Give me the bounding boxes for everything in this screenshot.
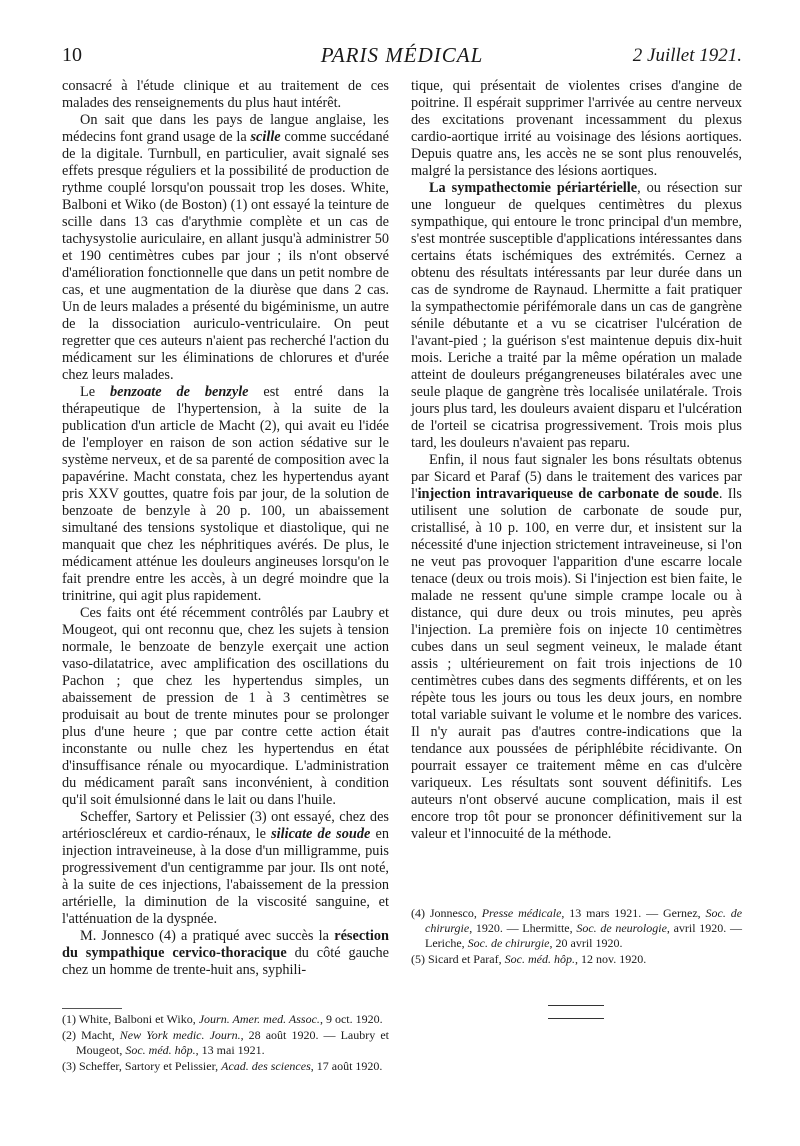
paragraph: consacré à l'étude clinique et au traitement de ces malades des renseignements du plus haut intérêt. [62,78,389,111]
left-column [62,78,389,979]
footnote: (4) Jonnesco, Presse médicale, 13 mars 1921. — Gernez, Soc. de chirurgie, 1920. — Lhermitte, Soc. de neurologie, avril 1920. — Leriche, Soc. de chirurgie, 20 avril 1920. [411,906,743,950]
emphasis: benzoate de benzyle [109,384,249,400]
paragraph-sympathectomie: La sympathectomie périartérielle, ou résection sur une longueur de quelques centimètres du plexus sympathique, qui entoure le tronc principal d'un membre, s'est montrée susceptible d'applications intéressantes dans certains états ischémiques des extrémités. Cernez a obtenu des résultats intéressants par leur durée dans un cas de syndrome de Raynaud. Lhermitte a fait pratiquer la sympathectomie périfémorale dans un cas de gangrène sénile débutante et a vu se cicatriser l'ulcération de l'avant-pied ; la guérison s'est maintenue depuis dix-huit mois. Leriche a traité par la même opération un malade atteint de douleurs prégangreneuses bilatérales avec une seule plaque de gangrène très localisée unilatérale. Trois jours plus tard, les douleurs avaient disparu et l'ulcération de l'orteil se cicatrisa progressivement. Trois mois plus tard, les douleurs n'avaient pas reparu. [411,180,743,451]
footnotes-left [62,1012,389,1075]
running-header [62,40,742,70]
footnote-rule [62,1008,122,1009]
right-column [411,78,742,843]
paragraph: tique, qui présentait de violentes crises d'angine de poitrine. Il espérait supprimer l'arrivée au centre nerveux des excitations provenant incessamment du plexus cardio-aortique irrité au voisinage des lésions aortiques. Depuis quatre ans, les accès ne se sont plus renouvelés, malgré la persistance des lésions aortiques. [411,78,742,179]
footnote: (5) Sicard et Paraf, Soc. méd. hôp., 12 nov. 1920. [411,952,647,966]
page-number: 10 [62,44,82,66]
emphasis: résection du sympathique cervico-thoracique [62,928,389,961]
issue-date: 2 Juillet 1921. [632,45,742,66]
emphasis: silicate de soude [271,826,371,842]
paragraph-scille: On sait que dans les pays de langue anglaise, les médecins font grand usage de la scille comme succédané de la digitale. Turnbull, en particulier, avait signalé ses effets presque réguliers et la possibilité de production de rythme couplé lorsqu'on poussait trop les doses. White, Balboni et Wiko (de Boston) (1) ont essayé la teinture de scille dans 13 cas d'arythmie complète et un cas de tachysystolie auriculaire, en allant jusqu'à administrer 50 et 190 centimètres cubes par jour ; ils n'ont observé d'amélioration fonctionnelle que dans un petit nombre de cas, et une augmentation de la diurèse que dans 2 cas. Un de leurs malades a présenté du bigéminisme, un autre de la dissociation auriculo-ventriculaire. On peut regretter que ces auteurs n'aient pas recherché l'action du médicament sur les éliminations de chlorures et d'urée chez leurs malades. [62,112,389,383]
paragraph-benzoate: Le benzoate de benzyle est entré dans la thérapeutique de l'hypertension, à la suite de la publication d'un article de Macht (2), qui avait eu l'idée de l'employer en raison de son action sédative sur le système nerveux, et de sa parenté de composition avec la papavérine. Macht constata, chez les hypertendus ayant pris XXV gouttes, quatre fois par jour, de la solution de benzoate de benzyle à 20 p. 100, un abaissement simultané des tensions systolique et diastolique, qui ne manquait que chez les néphritiques avérés. De plus, le médicament atténue les douleurs angineuses lorsqu'on le fait prendre entre les accès, à un degré moindre que la trinitrine, qui agit plus rapidement. [62,384,389,604]
footnote: (2) Macht, New York medic. Journ., 28 août 1920. — Laubry et Mougeot, Soc. méd. hôp., 13 mai 1921. [62,1028,389,1057]
emphasis: injection intravariqueuse de carbonate de soude [417,486,719,502]
paragraph-jonnesco: M. Jonnesco (4) a pratiqué avec succès la résection du sympathique cervico-thoracique du côté gauche chez un homme de trente-huit ans, syphili- [62,928,389,978]
emphasis: La sympathectomie périartérielle [429,180,638,196]
emphasis: scille [250,129,281,145]
section-separator [548,1005,604,1006]
section-separator [548,1018,604,1019]
footnotes-right [411,906,742,968]
paragraph-laubry: Ces faits ont été récemment contrôlés par Laubry et Mougeot, qui ont reconnu que, chez les sujets à tension normale, le benzoate de benzyle exerçait une action vaso-dilatatrice, avec amplification des oscillations du Pachon ; que chez les hypertendus simples, un abaissement de pression de 1 à 3 centimètres se produisait au bout de trente minutes pour se prolonger plus d'une heure ; que par contre cette action était inconstante ou nulle chez les hypertendus en état d'insuffisance rénale ou myocardique. L'administration du médicament paraît sans inconvénient, à condition qu'il soit émulsionné dans le lait ou dans l'huile. [62,605,389,808]
footnote: (3) Scheffer, Sartory et Pelissier, Acad. des sciences, 17 août 1920. [62,1059,383,1073]
paragraph-silicate: Scheffer, Sartory et Pelissier (3) ont essayé, chez des artérioscléreux et cardio-rénaux, le silicate de soude en injection intraveineuse, à la dose d'un milligramme, puis progressivement d'un centigramme par jour. Ils ont noté, à la suite de ces injections, l'abaissement de la pression artérielle, la diminution de la viscosité sanguine, et l'atténuation de la dyspnée. [62,809,389,927]
journal-title: PARIS MÉDICAL [320,43,484,67]
footnote: (1) White, Balboni et Wiko, Journ. Amer. med. Assoc., 9 oct. 1920. [62,1012,383,1026]
paragraph-varices: Enfin, il nous faut signaler les bons résultats obtenus par Sicard et Paraf (5) dans le traitement des varices par l'injection intravariqueuse de carbonate de soude. Ils utilisent une solution de carbonate de soude pur, cristallisé, à 10 p. 100, en verre dur, et insistent sur la nécessité d'une injection strictement intraveineuse, si l'on ne veut pas provoquer l'apparition d'une escarre locale tenace (deux ou trois mois). Si l'injection est bien faite, le malade ne ressent qu'une simple crampe locale ou à distance, qui dure deux ou trois minutes, peu après l'injection. La première fois on injecte 10 centimètres cubes dans un seul segment veineux, le malade étant assis ; ultérieurement on fait trois injections de 10 centimètres cubes dans des segments différents, et on les répète tous les jours ou tous les deux jours, en nombre total variable suivant le volume et le nombre des varices. Il n'y aurait pas d'autres contre-indications que la tendance aux poussées de périphlébite récidivante. On pourrait essayer ce traitement même en cas d'ulcère variqueux. Les résultats sont souvent définitifs. Les auteurs n'ont observé aucune complication, mais il est encore trop tôt pour se prononcer définitivement sur la valeur et l'innocuité de la méthode. [411,452,742,842]
